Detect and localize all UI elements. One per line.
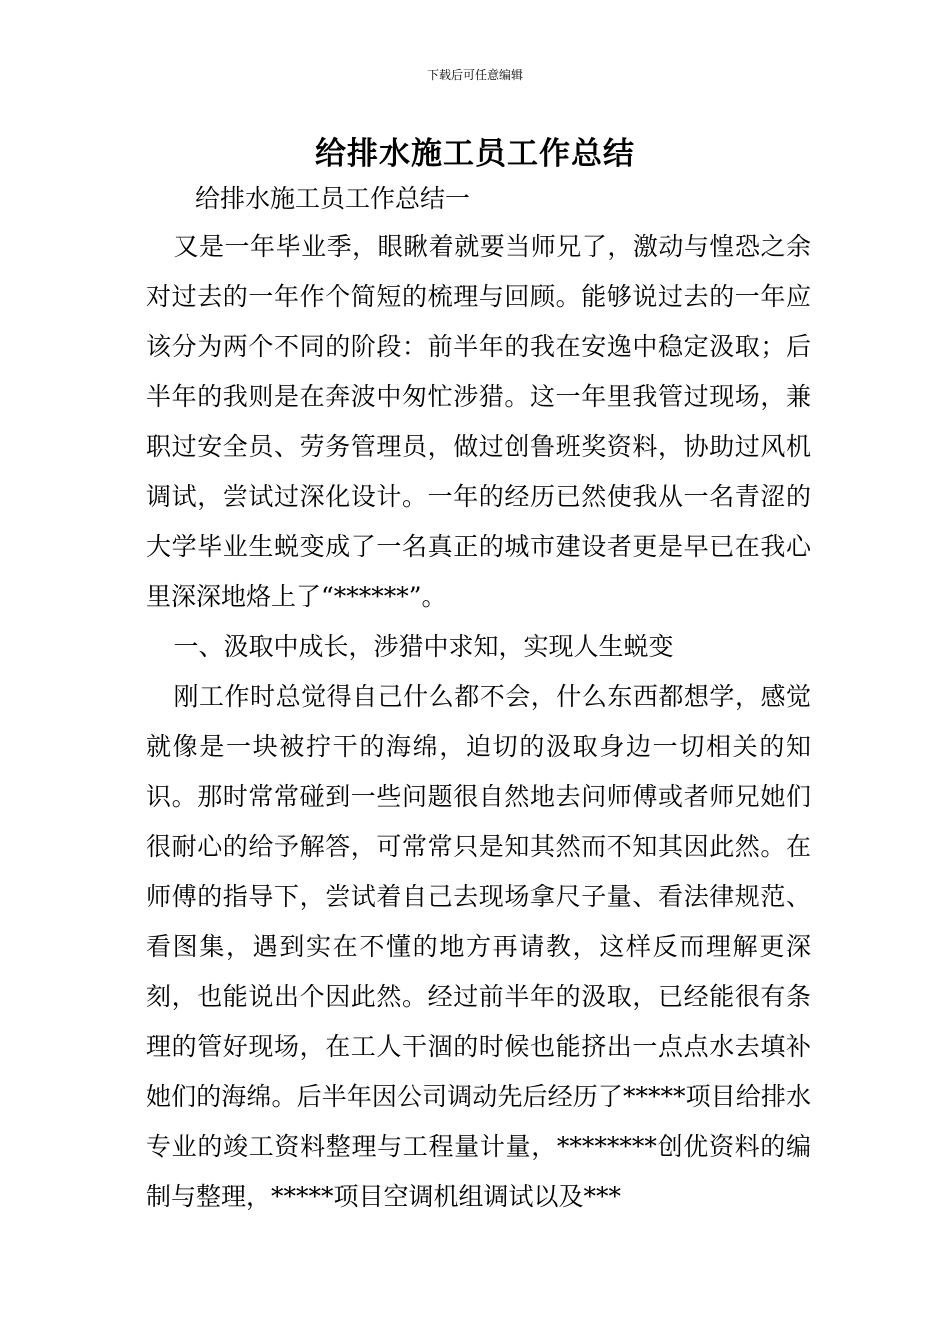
section-heading-1: 一、汲取中成长，涉猎中求知，实现人生蜕变 — [173, 632, 674, 661]
paragraph-intro: 又是一年毕业季，眼瞅着就要当师兄了，激动与惶恐之余对过去的一年作个简短的梳理与回顾。能够说过去的一年应该分为两个不同的阶段：前半年的我在安逸中稳定汲取；后半年的我则是在奔波中匆忙涉猎。这一年里我管过现场，兼职过安全员、劳务管理员，做过创鲁班奖资料，协助过风机调试，尝试过深化设计。一年的经历已然使我从一名青涩的大学毕业生蜕变成了一名真正的城市建设者更是早已在我心里深深地烙上了“******”。 — [146, 232, 811, 611]
paragraph-section-1: 刚工作时总觉得自己什么都不会，什么东西都想学，感觉就像是一块被拧干的海绵，迫切的汲取身边一切相关的知识。那时常常碰到一些问题很自然地去问师傅或者师兄她们很耐心的给予解答，可常常只是知其然而不知其因此然。在师傅的指导下，尝试着自己去现场拿尺子量、看法律规范、看图集，遇到实在不懂的地方再请教，这样反而理解更深刻，也能说出个因此然。经过前半年的汲取，已经能很有条理的管好现场，在工人干涸的时候也能挤出一点点水去填补她们的海绵。后半年因公司调动先后经历了*****项目给排水专业的竣工资料整理与工程量计量，********创优资料的编制与整理，*****项目空调机组调试以及*** — [146, 682, 811, 1211]
header-note: 下载后可任意编辑 — [426, 68, 523, 82]
document-subtitle: 给排水施工员工作总结一 — [195, 184, 471, 213]
document-body — [146, 222, 811, 1222]
document-title: 给排水施工员工作总结 — [315, 136, 635, 172]
